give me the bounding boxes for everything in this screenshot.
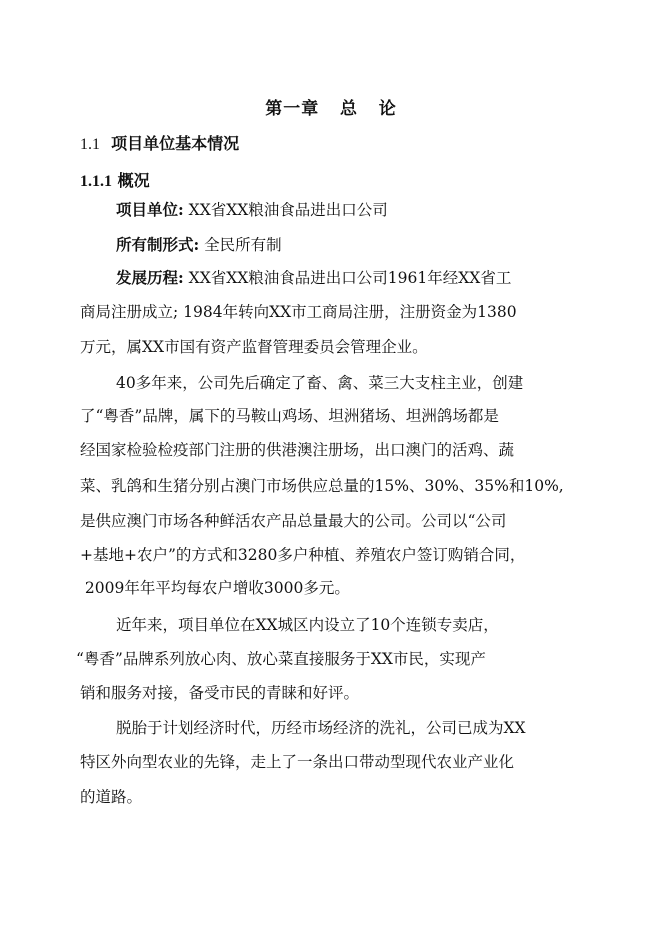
paragraph-line: 40多年来，公司先后确定了畜、禽、菜三大支柱主业，创建 [116,374,524,392]
field-label: 所有制形式: [116,235,200,254]
field-project-unit [116,200,388,220]
subsection-title: 概况 [117,171,150,190]
paragraph-line: +基地+农户”的方式和3280多户种植、养殖农户签订购销合同， [80,546,526,564]
paragraph-line: 是供应澳门市场各种鲜活农产品总量最大的公司。公司以“公司 [80,512,507,530]
paragraph-line: 近年来，项目单位在XX城区内设立了10个连锁专卖店， [116,616,499,634]
subsection-number: 1.1.1 [80,173,112,190]
field-label: 项目单位: [116,200,184,219]
field-value: XX省XX粮油食品进出口公司1961年经XX省工 [188,269,512,287]
paragraph-line: 2009年年平均每农户增收3000多元。 [80,579,350,597]
paragraph-line: 特区外向型农业的先锋，走上了一条出口带动型现代农业产业化 [80,753,515,771]
paragraph-line: 经国家检验检疫部门注册的供港澳注册场，出口澳门的活鸡、蔬 [80,441,515,459]
field-value: XX省XX粮油食品进出口公司 [188,201,388,219]
paragraph-line: 万元，属XX市国有资产监督管理委员会管理企业。 [80,338,428,356]
paragraph-line: 了“粤香”品牌，属下的马鞍山鸡场、坦洲猪场、坦洲鸽场都是 [80,407,499,425]
paragraph-line: 菜、乳鸽和生猪分别占澳门市场供应总量的15%、30%、35%和10%, [80,477,564,495]
chapter-title: 第一章 总 论 [265,99,397,119]
section-number: 1.1 [80,136,100,153]
field-ownership [116,235,282,255]
section-heading [80,131,239,154]
field-label: 发展历程: [116,268,184,287]
section-title: 项目单位基本情况 [111,134,240,153]
field-history [116,268,511,288]
paragraph-line: 的道路。 [80,788,143,806]
field-value: 全民所有制 [204,236,282,254]
paragraph-line: 商局注册成立; 1984年转向XX市工商局注册，注册资金为1380 [80,303,517,321]
subsection-heading [80,168,150,191]
paragraph-line: 脱胎于计划经济时代，历经市场经济的洗礼，公司已成为XX [116,719,526,737]
paragraph-line: “粤香”品牌系列放心肉、放心菜直接服务于XX市民，实现产 [76,650,486,668]
paragraph-line: 销和服务对接，备受市民的青睐和好评。 [80,684,360,702]
